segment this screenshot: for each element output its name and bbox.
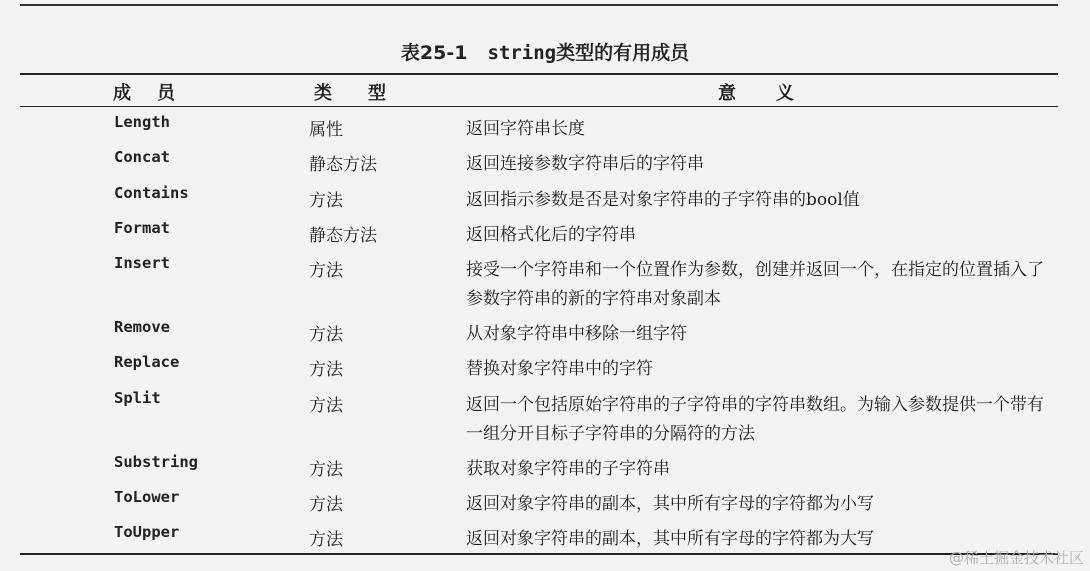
- member-meaning: 接受一个字符串和一个位置作为参数，创建并返回一个，在指定的位置插入了参数字符串的新的字符串对象副本: [466, 260, 1044, 309]
- member-name: Remove: [114, 318, 170, 336]
- table-caption: [0, 38, 1090, 65]
- member-name: ToUpper: [114, 523, 180, 541]
- member-meaning: 获取对象字符串的子字符串: [466, 459, 670, 479]
- member-type: 方法: [309, 396, 343, 416]
- member-type: 方法: [309, 495, 343, 515]
- member-meaning: 返回字符串长度: [466, 119, 585, 139]
- header-member: 成员: [113, 83, 201, 104]
- member-name: Split: [114, 389, 161, 407]
- member-type: 方法: [309, 360, 343, 380]
- member-type: 方法: [309, 325, 343, 345]
- watermark: @稀土掘金技术社区: [948, 549, 1084, 567]
- member-meaning: 返回对象字符串的副本，其中所有字母的字符都为大写: [466, 529, 874, 549]
- member-type: 方法: [309, 261, 343, 281]
- member-name: ToLower: [114, 488, 180, 506]
- member-meaning: 从对象字符串中移除一组字符: [466, 324, 687, 344]
- member-meaning: 返回连接参数字符串后的字符串: [466, 154, 704, 174]
- member-type: 静态方法: [309, 226, 377, 246]
- member-meaning: 返回一个包括原始字符串的子字符串的字符串数组。为输入参数提供一个带有一组分开目标子字符串的分隔符的方法: [466, 395, 1044, 444]
- member-name: Format: [114, 219, 170, 237]
- member-type: 方法: [309, 530, 343, 550]
- header-meaning: 意义: [718, 83, 834, 104]
- header-type: 类型: [314, 83, 422, 104]
- member-name: Length: [114, 113, 170, 131]
- member-meaning: 替换对象字符串中的字符: [466, 359, 653, 379]
- header-rule: [20, 106, 1058, 107]
- member-meaning: 返回指示参数是否是对象字符串的子字符串的bool值: [466, 190, 860, 210]
- table-title-code: string: [487, 42, 557, 64]
- member-type: 属性: [309, 120, 343, 140]
- table-bottom-rule: [20, 553, 1058, 555]
- member-name: Replace: [114, 353, 180, 371]
- table-top-rule: [20, 73, 1058, 75]
- member-meaning: 返回格式化后的字符串: [466, 225, 636, 245]
- member-name: Insert: [114, 254, 170, 272]
- member-type: 静态方法: [309, 155, 377, 175]
- page-top-rule: [20, 4, 1058, 6]
- table-title-text: 类型的有用成员: [556, 42, 690, 64]
- member-name: Concat: [114, 148, 170, 166]
- table-number: 表25-1: [400, 42, 468, 64]
- member-meaning: 返回对象字符串的副本，其中所有字母的字符都为小写: [466, 494, 874, 514]
- member-type: 方法: [309, 460, 343, 480]
- member-type: 方法: [309, 191, 343, 211]
- member-name: Contains: [114, 184, 189, 202]
- member-name: Substring: [114, 453, 198, 471]
